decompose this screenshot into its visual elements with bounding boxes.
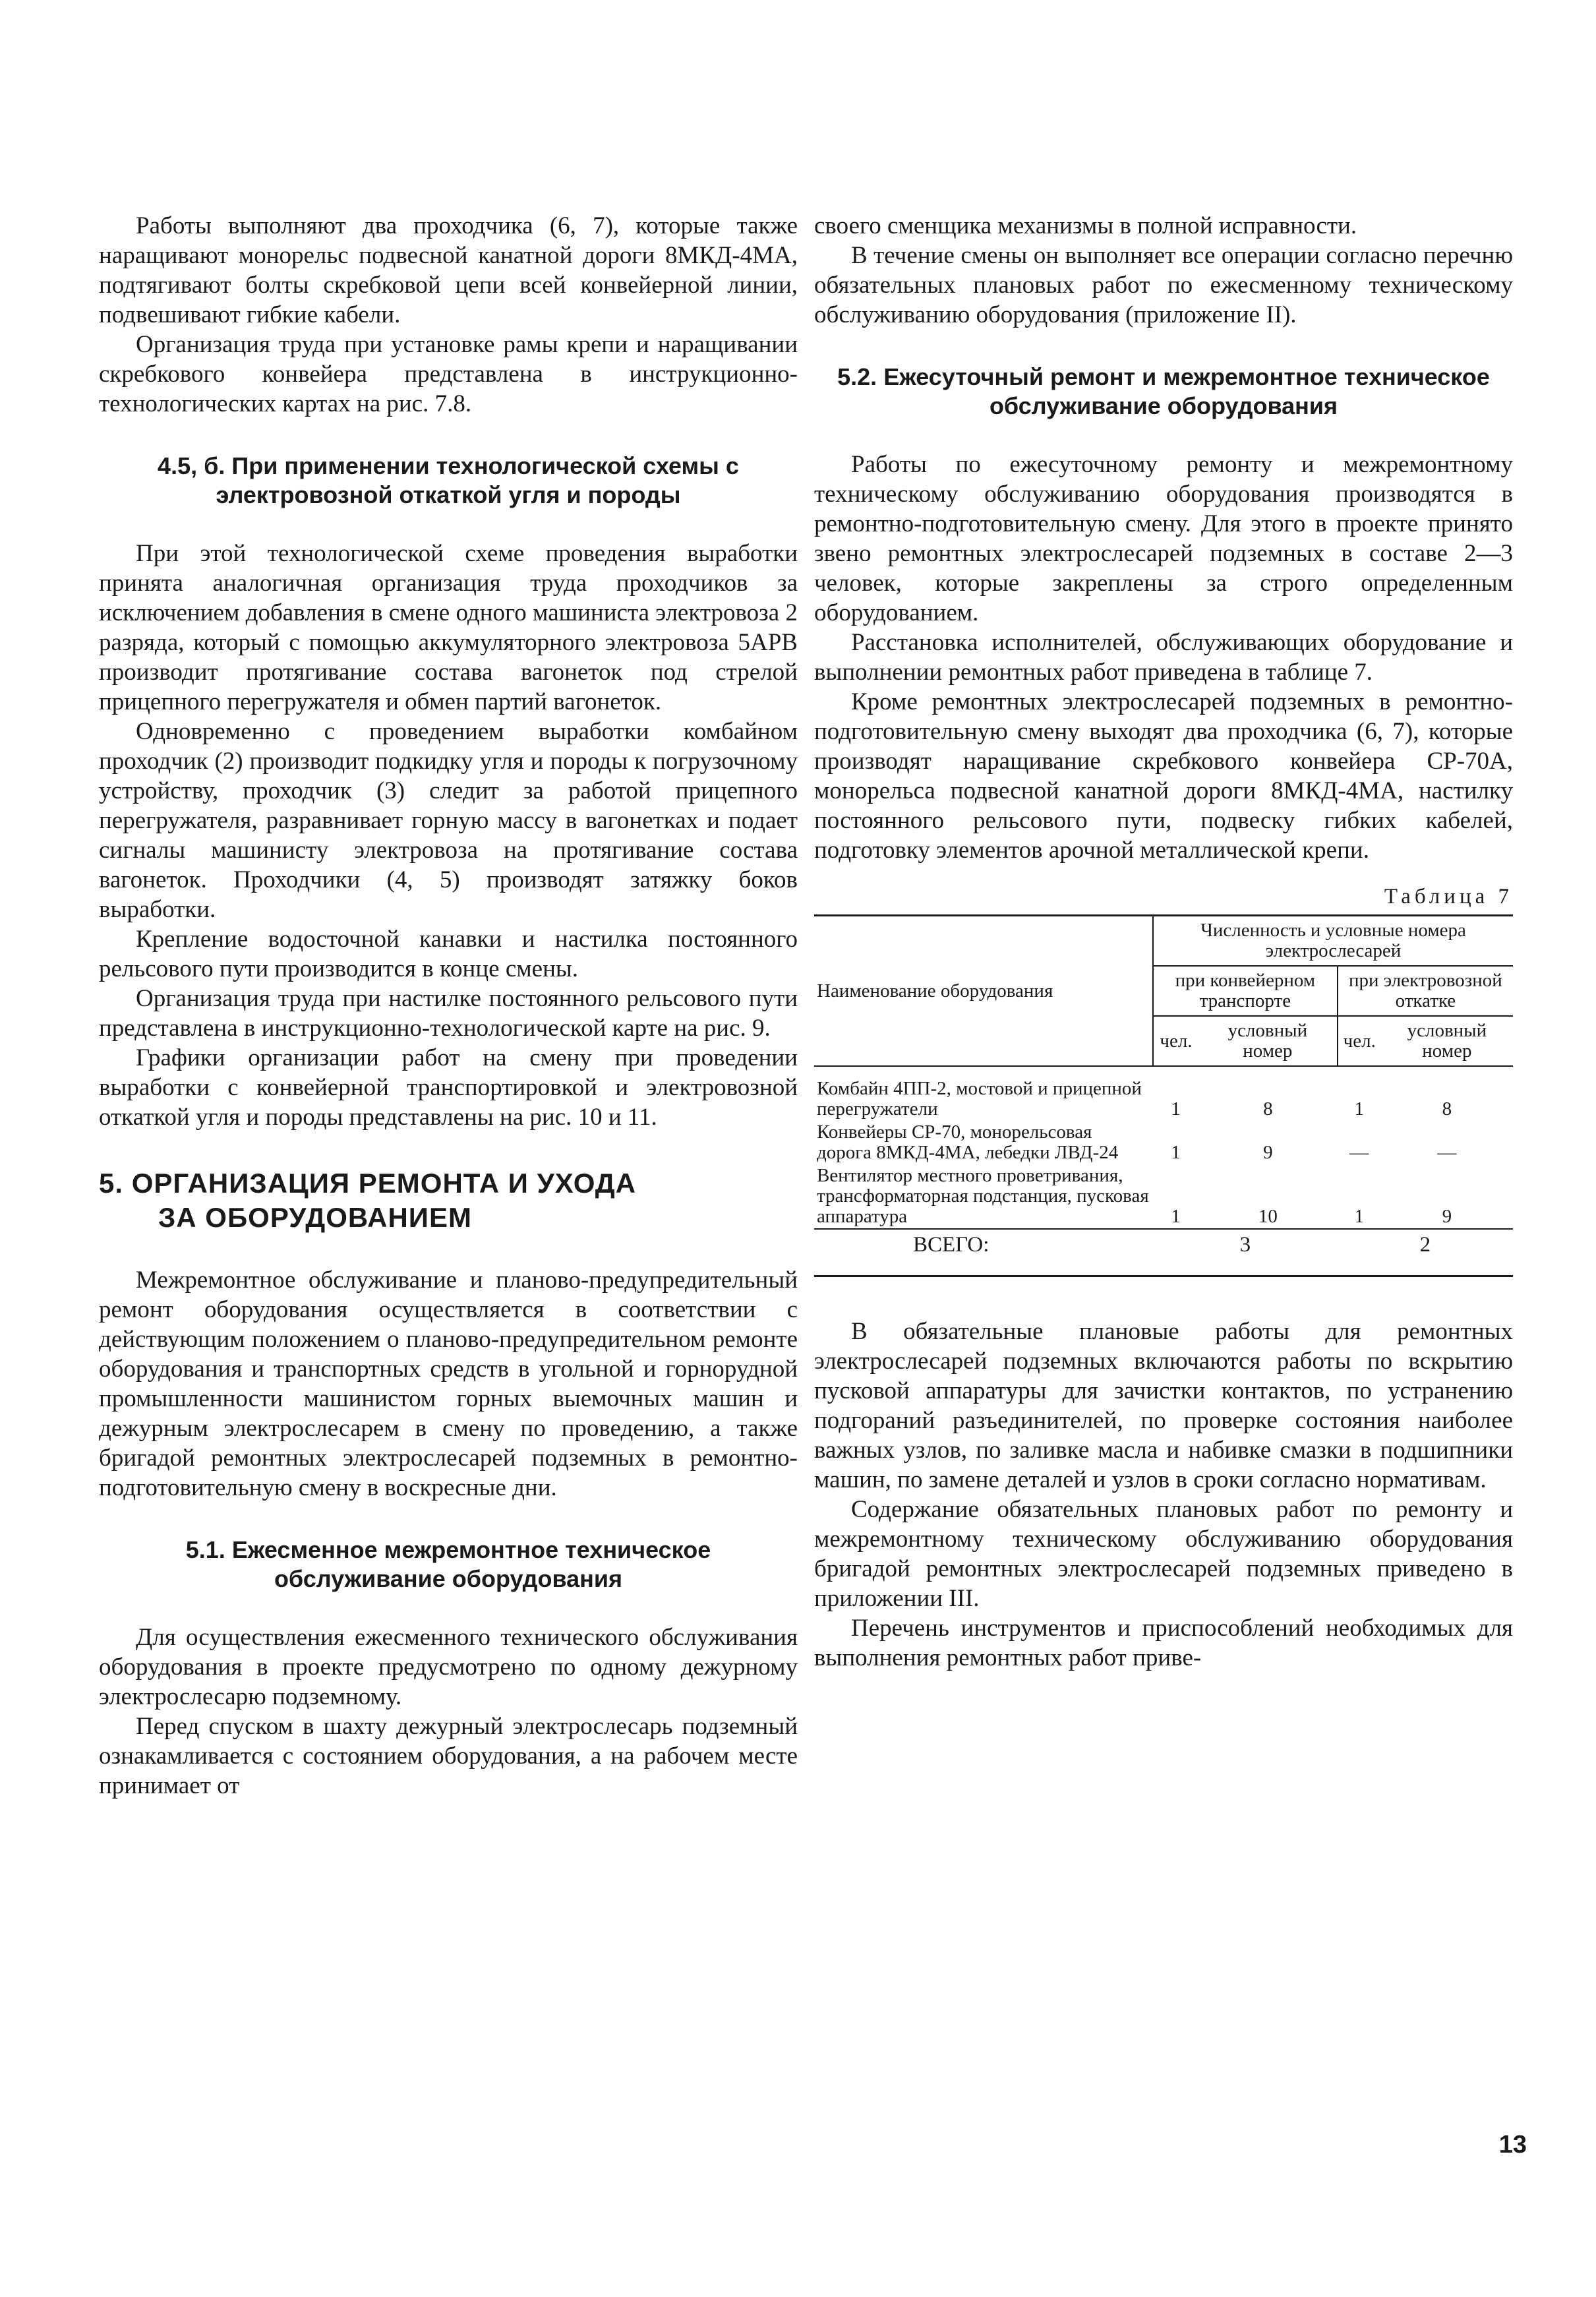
cell-value: 9 bbox=[1263, 1142, 1273, 1163]
paragraph: Организация труда при настилке постоянного рельсового пути представлена в инструкционно-технологической карте на рис. 9. bbox=[99, 985, 798, 1042]
paragraph: Работы выполняют два проходчика (6, 7), которые также наращивают монорельс подвесной канатной дороги 8МКД-4МА, подтягивают болты скребковой цепи всей конвейерной линии, подвешивают гибкие кабели. bbox=[99, 212, 798, 328]
table-row bbox=[814, 1121, 1513, 1164]
header-code: условный номер bbox=[1381, 1016, 1513, 1066]
cell-value: 1 bbox=[1171, 1206, 1181, 1227]
equipment-name: Комбайн 4ПП-2, мостовой и прицепной перегружатели bbox=[817, 1078, 1142, 1119]
table-total-row bbox=[814, 1229, 1513, 1276]
cell-value: — bbox=[1349, 1142, 1369, 1163]
paragraph: Одновременно с проведением выработки комбайном проходчик (2) производит подкидку угля и породы к погрузочному устройству, проходчик (3) следит за работой прицепного перегружателя, разравнивает горную массу в вагонетках и подает сигналы машинисту электровоза на протягивание состава вагонеток. Проходчики (4, 5) производят затяжку боков выработки. bbox=[99, 718, 798, 923]
subheader-electro: при электровозной откатке bbox=[1338, 966, 1513, 1016]
paragraph: Графики организации работ на смену при проведении выработки с конвейерной транспортировкой и электровозной откаткой угля и породы представлены на рис. 10 и 11. bbox=[99, 1044, 798, 1131]
page-number: 13 bbox=[1498, 2131, 1527, 2159]
subsection-heading-4-5-b: 4.5, б. При применении технологической схемы с электровозной откаткой угля и породы bbox=[158, 452, 739, 508]
paragraph: Перечень инструментов и приспособлений необходимых для выполнения ремонтных работ приве- bbox=[814, 1615, 1513, 1671]
paragraph: В течение смены он выполняет все операции согласно перечню обязательных плановых работ по ежесменному техническому обслуживанию оборудования (приложение II). bbox=[814, 242, 1513, 328]
paragraph: Организация труда при установке рамы крепи и наращивании скребкового конвейера представлена в инструкционно-технологических картах на рис. 7.8. bbox=[99, 331, 798, 417]
equipment-name: Конвейеры СР-70, монорельсовая дорога 8МКД-4МА, лебедки ЛВД-24 bbox=[817, 1121, 1119, 1163]
paragraph: Содержание обязательных плановых работ по ремонту и межремонтному техническому обслуживанию оборудования бригадой ремонтных электрослесарей подземных приведено в приложении III. bbox=[814, 1496, 1513, 1612]
cell-value: 8 bbox=[1442, 1098, 1452, 1119]
paragraph: В обязательные плановые работы для ремонтных электрослесарей подземных включаются работы по вскрытию пусковой аппаратуры для зачистки контактов, по устранению подгораний разъединителей, по проверке состояния наиболее важных узлов, по заливке масла и набивке смазки в подшипники машин, по замене деталей и узлов в сроки согласно нормативам. bbox=[814, 1318, 1513, 1493]
cell-value: 1 bbox=[1354, 1206, 1365, 1227]
column-header-equipment: Наименование оборудования bbox=[814, 916, 1153, 1067]
section-heading-line: 5. ОРГАНИЗАЦИЯ РЕМОНТА И УХОДА bbox=[99, 1168, 637, 1199]
total-electro: 2 bbox=[1338, 1229, 1513, 1276]
column-header-group: Численность и условные номера электрослесарей bbox=[1153, 916, 1513, 967]
subsection-heading-5-2: 5.2. Ежесуточный ремонт и межремонтное техническое обслуживание оборудования bbox=[837, 363, 1490, 419]
cell-value: 9 bbox=[1442, 1206, 1452, 1227]
paragraph: Расстановка исполнителей, обслуживающих оборудование и выполнении ремонтных работ приведена в таблице 7. bbox=[814, 629, 1513, 686]
section-heading-line: ЗА ОБОРУДОВАНИЕМ bbox=[158, 1202, 472, 1233]
paragraph: Кроме ремонтных электрослесарей подземных в ремонтно-подготовительную смену выходят два проходчика (6, 7), которые производят наращивание скребкового конвейера СР-70А, монорельса подвесной канатной дороги 8МКД-4МА, настилку постоянного рельсового пути, подвеску гибких кабелей, подготовку элементов арочной металлической крепи. bbox=[814, 688, 1513, 864]
table-caption: Таблица 7 bbox=[1384, 885, 1513, 909]
table-row bbox=[814, 1066, 1513, 1121]
subsection-heading-5-1: 5.1. Ежесменное межремонтное техническое обслуживание оборудования bbox=[185, 1536, 711, 1592]
cell-value: 10 bbox=[1258, 1206, 1278, 1227]
paragraph: Межремонтное обслуживание и планово-предупредительный ремонт оборудования осуществляется в соответствии с действующим положением о планово-предупредительном ремонте оборудования и транспортных средств в угольной и горнорудной промышленности машинистом горных выемочных машин и дежурным электрослесарем в смену по проведению, а также бригадой ремонтных электрослесарей подземных в ремонтно-подготовительную смену в воскресные дни. bbox=[99, 1267, 798, 1501]
paragraph: Работы по ежесуточному ремонту и межремонтному техническому обслуживанию оборудования производятся в ремонтно-подготовительную смену. Для этого в проекте принято звено ремонтных электрослесарей подземных в составе 2—3 человек, которые закреплены за строго определенным оборудованием. bbox=[814, 451, 1513, 626]
header-people: чел. bbox=[1153, 1016, 1198, 1066]
table-row bbox=[814, 1164, 1513, 1229]
cell-value: 1 bbox=[1171, 1098, 1181, 1119]
paragraph: Для осуществления ежесменного технического обслуживания оборудования в проекте предусмотрено по одному дежурному электрослесарю подземному. bbox=[99, 1624, 798, 1710]
total-label: ВСЕГО: bbox=[814, 1229, 1153, 1276]
header-code: условный номер bbox=[1198, 1016, 1338, 1066]
left-column bbox=[99, 211, 798, 1801]
header-people: чел. bbox=[1338, 1016, 1381, 1066]
section-heading-5 bbox=[99, 1166, 798, 1235]
total-conveyor: 3 bbox=[1153, 1229, 1338, 1276]
right-column bbox=[814, 211, 1513, 1673]
equipment-name: Вентилятор местного проветривания, трансформаторная подстанция, пусковая аппаратура bbox=[817, 1165, 1149, 1227]
paragraph: При этой технологической схеме проведения выработки принята аналогичная организация труда проходчиков за исключением добавления в смене одного машиниста электровоза 2 разряда, который с помощью аккумуляторного электровоза 5АРВ производит протягивание состава вагонеток под стрелой прицепного перегружателя и обмен партий вагонеток. bbox=[99, 540, 798, 715]
equipment-table bbox=[814, 914, 1513, 1277]
cell-value: — bbox=[1437, 1142, 1457, 1163]
paragraph: Крепление водосточной канавки и настилка постоянного рельсового пути производится в конце смены. bbox=[99, 926, 798, 982]
cell-value: 8 bbox=[1263, 1098, 1273, 1119]
cell-value: 1 bbox=[1171, 1142, 1181, 1163]
paragraph: своего сменщика механизмы в полной исправности. bbox=[814, 212, 1357, 239]
paragraph: Перед спуском в шахту дежурный электрослесарь подземный ознакамливается с состоянием оборудования, а на рабочем месте принимает от bbox=[99, 1713, 798, 1799]
cell-value: 1 bbox=[1354, 1098, 1365, 1119]
subheader-conveyor: при конвейерном транспорте bbox=[1153, 966, 1338, 1016]
